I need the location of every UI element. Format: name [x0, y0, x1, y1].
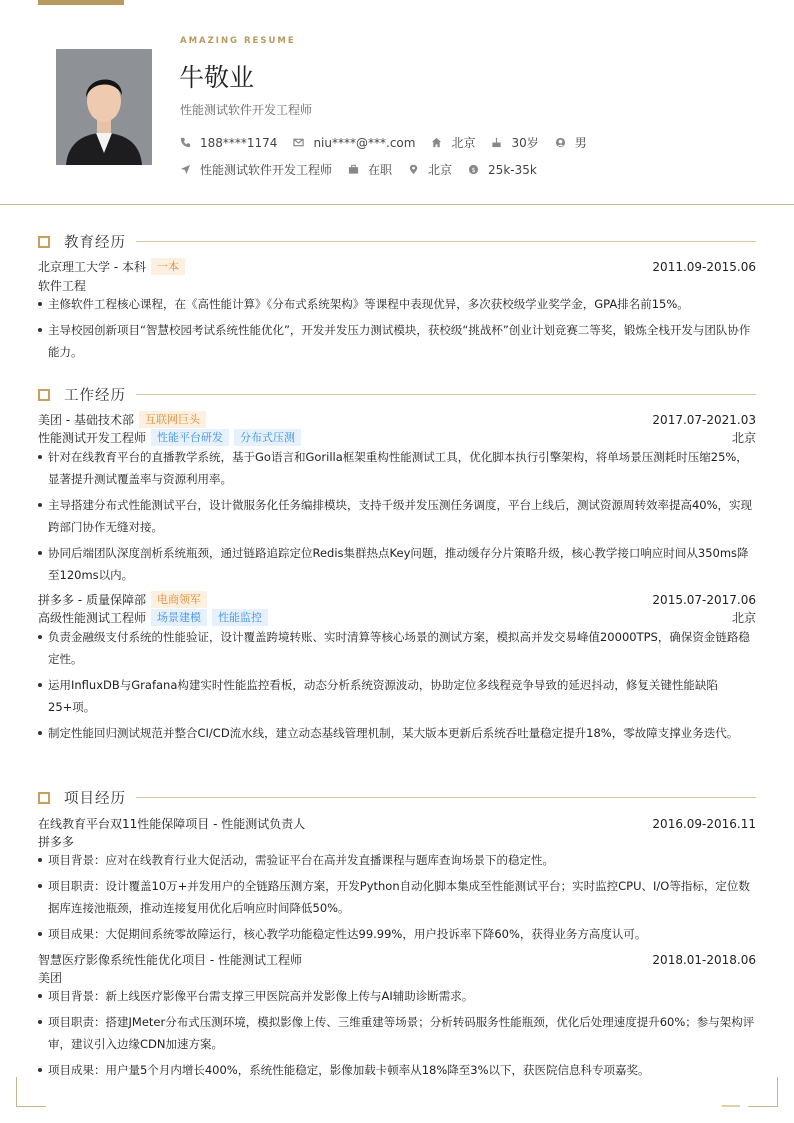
contact-info-row: [180, 134, 603, 151]
work-bullet: 制定性能回归测试规范并整合CI/CD流水线，建立动态基线管理机制，某大版本更新后系统吞吐量稳定提升18%，零故障支撑业务迭代。: [38, 722, 756, 744]
section-title-education: [38, 231, 756, 252]
project-dates: 2018.01-2018.06: [652, 952, 756, 967]
education-major-row: [38, 277, 756, 294]
section-square-icon: [38, 389, 50, 401]
role-tag: 分布式压测: [234, 429, 301, 446]
page-corner-bottom-left: [16, 1077, 46, 1107]
work-role-row: [38, 429, 756, 446]
mail-icon: [293, 137, 304, 148]
intent-city-text: 北京: [428, 163, 453, 177]
phone-icon: [180, 137, 191, 148]
project-org: 拼多多: [38, 835, 75, 849]
email-text: niu****@***.com: [313, 135, 416, 150]
work-bullet: 主导搭建分布式性能测试平台，设计微服务化任务编排模块，支持千级并发压测任务调度，平台上线后，测试资源周转效率提高40%，实现跨部门协作无缝对接。: [38, 494, 756, 538]
cake-icon: [491, 137, 502, 148]
role-name: 高级性能测试工程师: [38, 611, 147, 625]
role-tag: 性能平台研发: [151, 429, 229, 446]
svg-text:$: $: [471, 165, 476, 174]
work-role-row: [38, 609, 756, 626]
project-name: 在线教育平台双11性能保障项目 - 性能测试负责人: [38, 817, 306, 831]
project-header-row: [38, 815, 756, 832]
project-bullet: 项目背景：新上线医疗影像平台需支撑三甲医院高并发影像上传与AI辅助诊断需求。: [38, 985, 756, 1007]
section-divider: [136, 394, 756, 395]
role-tag: 性能监控: [212, 609, 268, 626]
project-org-row: [38, 833, 756, 850]
section-title-work: [38, 384, 756, 405]
resume-header: [0, 0, 794, 205]
section-title-text: 教育经历: [64, 235, 126, 251]
employment-status-text: 在职: [368, 163, 393, 177]
major-name: 软件工程: [38, 279, 87, 293]
send-icon: [180, 164, 191, 175]
work-bullet: 运用InfluxDB与Grafana构建实时性能监控看板，动态分析系统资源波动，协助定位多线程竞争导致的延迟抖动，修复关键性能缺陷25+项。: [38, 674, 756, 718]
role-name: 性能测试开发工程师: [38, 431, 147, 445]
project-bullet: 项目背景：应对在线教育行业大促活动，需验证平台在高并发直播课程与题库查询场景下的稳定性。: [38, 849, 756, 871]
company-name: 美团 - 基础技术部: [38, 413, 134, 427]
salary-text: 25k-35k: [488, 162, 537, 177]
employment-status-info: [348, 161, 392, 178]
work-dates: 2017.07-2021.03: [652, 412, 756, 427]
page-corner-bottom-right: [748, 1077, 778, 1107]
salary-info: [468, 163, 537, 177]
education-header-row: [38, 258, 756, 275]
project-header-row: [38, 951, 756, 968]
project-org-row: [38, 969, 756, 986]
residence-text: 北京: [451, 136, 476, 150]
company-tag: 电商领军: [151, 591, 207, 608]
location-icon: [408, 164, 419, 175]
work-bullet: 针对在线教育平台的直播教学系统，基于Go语言和Gorilla框架重构性能测试工具，优化脚本执行引擎架构，将单场景压测耗时压缩25%，显著提升测试覆盖率与资源利用率。: [38, 446, 756, 490]
gender-info: [555, 134, 587, 151]
job-title: 性能测试软件开发工程师: [180, 103, 313, 117]
project-bullet: 项目成果：用户量5个月内增长400%，系统性能稳定，影像加载卡顿率从18%降至3%以下，获医院信息科专项嘉奖。: [38, 1059, 756, 1081]
project-dates: 2016.09-2016.11: [652, 816, 756, 831]
project-name: 智慧医疗影像系统性能优化项目 - 性能测试工程师: [38, 953, 302, 967]
education-dates: 2011.09-2015.06: [652, 259, 756, 274]
candidate-name: 牛敬业: [179, 63, 255, 92]
email-info: [293, 136, 415, 150]
company-tag: 互联网巨头: [139, 411, 206, 428]
section-divider: [136, 797, 756, 798]
residence-info: [431, 134, 475, 151]
section-square-icon: [38, 236, 50, 248]
gender-icon: [555, 137, 566, 148]
work-bullet: 负责金融级支付系统的性能验证，设计覆盖跨境转账、实时清算等核心场景的测试方案，模拟高并发交易峰值20000TPS，确保资金链路稳定性。: [38, 626, 756, 670]
project-bullet: 项目职责：设计覆盖10万+并发用户的全链路压测方案，开发Python自动化脚本集成至性能测试平台；实时监控CPU、I/O等指标，定位数据库连接池瓶颈，推动连接复用优化后响应时间降低50%。: [38, 875, 756, 919]
home-icon: [431, 137, 442, 148]
education-bullet: 主修软件工程核心课程，在《高性能计算》《分布式系统架构》等课程中表现优异，多次获校级学业奖学金，GPA排名前15%。: [38, 293, 756, 315]
profile-photo: [56, 49, 152, 165]
intent-city-info: [408, 161, 452, 178]
job-intent-row: [180, 161, 553, 178]
intent-position-info: [180, 161, 332, 178]
work-city: 北京: [731, 611, 756, 625]
section-title-projects: [38, 787, 756, 808]
briefcase-icon: [348, 164, 359, 175]
work-bullet: 协同后端团队深度剖析系统瓶颈，通过链路追踪定位Redis集群热点Key问题，推动缓存分片策略升级，核心教学接口响应时间从350ms降至120ms以内。: [38, 542, 756, 586]
section-title-text: 项目经历: [64, 791, 126, 807]
project-org: 美团: [38, 971, 63, 985]
role-tag: 场景建模: [151, 609, 207, 626]
company-name: 拼多多 - 质量保障部: [38, 593, 146, 607]
school-tag: 一本: [151, 258, 185, 275]
work-header-row: [38, 411, 756, 428]
work-header-row: [38, 591, 756, 608]
age-info: [491, 134, 538, 151]
resume-tagline: AMAZING RESUME: [180, 36, 296, 46]
footer-accent: [722, 1105, 740, 1107]
gender-text: 男: [574, 136, 587, 150]
phone-info: [180, 136, 277, 150]
education-bullet: 主导校园创新项目“智慧校园考试系统性能优化”，开发并发压力测试模块，获校级“挑战杯”创业计划竞赛二等奖，锻炼全栈开发与团队协作能力。: [38, 319, 756, 363]
project-bullet: 项目成果：大促期间系统零故障运行，核心教学功能稳定性达99.99%，用户投诉率下降60%，获得业务方高度认可。: [38, 923, 756, 945]
section-square-icon: [38, 792, 50, 804]
school-name: 北京理工大学 - 本科: [38, 260, 146, 274]
age-text: 30岁: [511, 136, 539, 150]
work-dates: 2015.07-2017.06: [652, 592, 756, 607]
work-city: 北京: [731, 431, 756, 445]
section-title-text: 工作经历: [64, 388, 126, 404]
section-divider: [136, 241, 756, 242]
project-bullet: 项目职责：搭建JMeter分布式压测环境，模拟影像上传、三维重建等场景；分析转码服务性能瓶颈，优化后处理速度提升60%；参与架构评审，建议引入边缘CDN加速方案。: [38, 1011, 756, 1055]
intent-position-text: 性能测试软件开发工程师: [200, 163, 333, 177]
salary-icon: [468, 164, 479, 175]
phone-text: 188****1174: [200, 135, 278, 150]
